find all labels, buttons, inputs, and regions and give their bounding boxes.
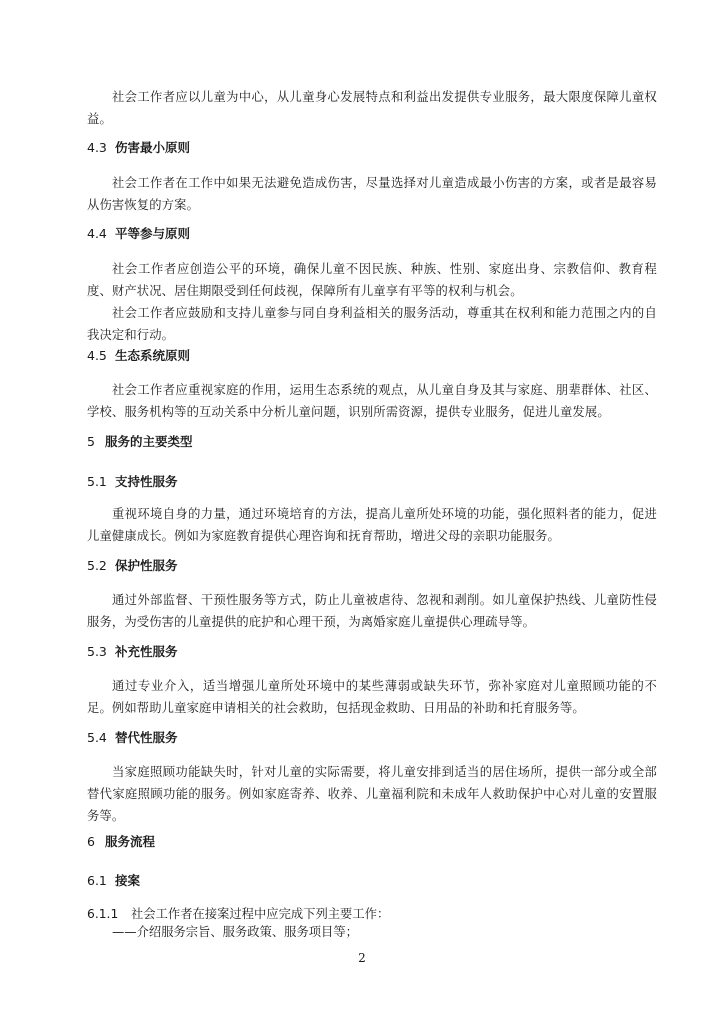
section-title: 伤害最小原则 <box>115 140 191 155</box>
section-4-5-body <box>87 379 657 423</box>
clause-text: 社会工作者在接案过程中应完成下列主要工作： <box>131 907 390 921</box>
clause-number: 6.1.1 <box>87 907 119 921</box>
paragraph: 通过外部监督、干预性服务等方式，防止儿童被虐待、忽视和剥削。如儿童保护热线、儿童防性侵服务，为受伤害的儿童提供的庇护和心理干预，为离婚家庭儿童提供心理疏导等。 <box>87 593 657 629</box>
paragraph: 社会工作者在工作中如果无法避免造成伤害，尽量选择对儿童造成最小伤害的方案，或者是最容易从伤害恢复的方案。 <box>87 176 657 212</box>
section-number: 5.2 <box>87 558 107 573</box>
section-5-heading <box>87 433 193 451</box>
section-title: 服务流程 <box>105 834 156 849</box>
paragraph: 社会工作者应重视家庭的作用，运用生态系统的观点，从儿童自身及其与家庭、朋辈群体、社区、学校、服务机构等的互动关系中分析儿童问题，识别所需资源，提供专业服务，促进儿童发展。 <box>87 383 657 419</box>
section-5-1-heading <box>87 473 178 491</box>
section-5-3-heading <box>87 643 178 661</box>
section-5-3-body <box>87 675 657 719</box>
section-5-4-body <box>87 761 657 827</box>
section-number: 5 <box>87 434 95 449</box>
section-number: 6 <box>87 834 95 849</box>
section-5-2-body <box>87 589 657 633</box>
section-number: 4.3 <box>87 140 107 155</box>
clause-6-1-1 <box>87 905 677 923</box>
section-title: 平等参与原则 <box>115 226 191 241</box>
section-5-2-heading <box>87 557 178 575</box>
paragraph: 重视环境自身的力量，通过环境培育的方法，提高儿童所处环境的功能，强化照料者的能力，促进儿童健康成长。例如为家庭教育提供心理咨询和抚育帮助，增进父母的亲职功能服务。 <box>87 507 657 543</box>
section-number: 5.3 <box>87 644 107 659</box>
section-number: 5.4 <box>87 730 107 745</box>
section-title: 保护性服务 <box>115 558 178 573</box>
section-4-4-heading <box>87 225 190 243</box>
section-5-4-heading <box>87 729 178 747</box>
section-4-3-body <box>87 172 657 216</box>
intro-paragraph-block <box>87 86 657 130</box>
paragraph: 通过专业介入，适当增强儿童所处环境中的某些薄弱或缺失环节，弥补家庭对儿童照顾功能的不足。例如帮助儿童家庭申请相关的社会救助，包括现金救助、日用品的补助和托育服务等。 <box>87 679 657 715</box>
section-6-1-heading <box>87 872 140 890</box>
paragraph: 社会工作者应创造公平的环境，确保儿童不因民族、种族、性别、家庭出身、宗教信仰、教育程度、财产状况、居住期限受到任何歧视，保障所有儿童享有平等的权利与机会。 <box>87 262 657 298</box>
section-4-5-heading <box>87 347 190 365</box>
section-4-4-body <box>87 258 657 346</box>
intro-paragraph: 社会工作者应以儿童为中心，从儿童身心发展特点和利益出发提供专业服务，最大限度保障儿童权益。 <box>87 90 657 126</box>
section-number: 4.5 <box>87 348 107 363</box>
section-title: 替代性服务 <box>115 730 178 745</box>
section-6-heading <box>87 833 155 851</box>
list-item: ——介绍服务宗旨、服务政策、服务项目等； <box>112 925 358 939</box>
section-number: 6.1 <box>87 873 107 888</box>
section-title: 补充性服务 <box>115 644 178 659</box>
section-title: 支持性服务 <box>115 474 178 489</box>
section-title: 生态系统原则 <box>115 348 191 363</box>
page-number: 2 <box>358 951 366 965</box>
section-number: 4.4 <box>87 226 107 241</box>
section-4-3-heading <box>87 139 190 157</box>
section-title: 服务的主要类型 <box>105 434 193 449</box>
paragraph: 社会工作者应鼓励和支持儿童参与同自身利益相关的服务活动，尊重其在权利和能力范围之内的自我决定和行动。 <box>87 306 657 342</box>
section-number: 5.1 <box>87 474 107 489</box>
section-5-1-body <box>87 503 657 547</box>
paragraph: 当家庭照顾功能缺失时，针对儿童的实际需要，将儿童安排到适当的居住场所，提供一部分或全部替代家庭照顾功能的服务。例如家庭寄养、收养、儿童福利院和未成年人救助保护中心对儿童的安置服务等。 <box>87 765 657 823</box>
section-title: 接案 <box>115 873 141 888</box>
